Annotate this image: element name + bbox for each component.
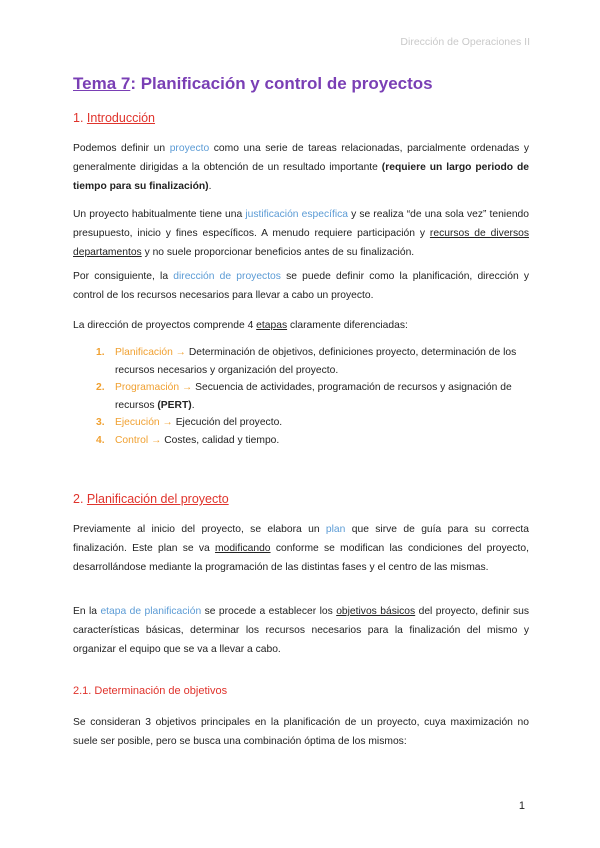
text-run: claramente diferenciadas: bbox=[287, 320, 408, 331]
text-run: Por consiguiente, la bbox=[73, 271, 174, 282]
subsection-2-1-heading: 2.1. Determinación de objetivos bbox=[73, 685, 228, 697]
arrow-icon: → bbox=[179, 382, 196, 393]
stage-name: Ejecución bbox=[115, 417, 160, 428]
underlined-modificando: modificando bbox=[215, 543, 271, 554]
section-1-heading bbox=[73, 111, 155, 125]
section-2-title: Planificación del proyecto bbox=[86, 492, 229, 506]
text-run: Podemos definir un bbox=[73, 143, 170, 154]
text-run: En la bbox=[73, 606, 101, 617]
section-1-title: Introducción bbox=[86, 111, 156, 125]
text-run: y no suele proporcionar beneficios antes de su finalización. bbox=[141, 247, 415, 258]
list-number: 4. bbox=[96, 434, 105, 446]
term-etapa-planificacion: etapa de planificación bbox=[100, 606, 202, 617]
running-header: Dirección de Operaciones II bbox=[400, 36, 530, 48]
text-run: que sirve de guía para su correcta finalización. Este plan se va bbox=[73, 524, 529, 554]
text-run: La dirección de proyectos comprende 4 bbox=[73, 320, 257, 331]
intro-paragraph-3 bbox=[73, 267, 529, 305]
list-number: 1. bbox=[96, 347, 105, 358]
intro-paragraph-2 bbox=[73, 205, 529, 262]
stage-description: Determinación de objetivos, definiciones proyecto, determinación de los recursos necesarios y organización del proyecto. bbox=[115, 347, 517, 376]
title-tema: Tema 7 bbox=[73, 74, 131, 93]
stages-list bbox=[96, 344, 528, 449]
text-run: se procede a establecer los bbox=[201, 606, 337, 617]
underlined-objetivos: objetivos básicos bbox=[336, 606, 416, 617]
text-run: . bbox=[191, 399, 195, 411]
stage-description: Costes, calidad y tiempo. bbox=[164, 434, 280, 446]
text-run: como una serie de tareas relacionadas, parcialmente ordenadas y generalmente dirigidas a la obtención de un resultado importante bbox=[73, 143, 529, 173]
underlined-recursos: recursos de diversos departamentos bbox=[73, 228, 529, 258]
list-item bbox=[96, 379, 528, 414]
stage-description: Ejecución del proyecto. bbox=[175, 417, 283, 428]
text-run: y se realiza “de una sola vez” teniendo presupuesto, inicio y fines específicos. A menudo requiere participación y bbox=[73, 209, 530, 239]
list-item bbox=[96, 414, 528, 432]
page-number: 1 bbox=[518, 800, 525, 812]
intro-paragraph-1 bbox=[73, 139, 529, 196]
list-number: 2. bbox=[96, 382, 105, 393]
text-run: conforme se modifican las condiciones del proyecto, desarrollándose mediante la programación de las distintas fases y el centro de las mismas. bbox=[73, 543, 529, 573]
section-2-number: 2. bbox=[73, 492, 87, 506]
section-1-number: 1. bbox=[73, 111, 87, 125]
arrow-icon: → bbox=[148, 434, 165, 446]
intro-paragraph-4 bbox=[73, 316, 529, 335]
arrow-icon: → bbox=[159, 417, 176, 428]
list-item bbox=[96, 344, 528, 379]
stage-name: Programación bbox=[115, 382, 180, 393]
title-separator: : bbox=[130, 74, 136, 93]
stage-name: Planificación bbox=[115, 347, 173, 358]
text-run: del proyecto, definir sus características básicas, determinar los recursos necesarios para la finalización del mismo y organizar el equipo que se va a llevar a cabo. bbox=[73, 606, 530, 655]
objectives-paragraph: Se consideran 3 objetivos principales en la planificación de un proyecto, cuya maximización no suele ser posible, pero se busca una combinación óptima de los mismos: bbox=[73, 717, 529, 747]
list-item bbox=[96, 432, 528, 450]
title-text: Planificación y control de proyectos bbox=[136, 74, 433, 93]
text-run: . bbox=[208, 181, 212, 192]
planning-paragraph-2 bbox=[73, 602, 529, 659]
term-plan: plan bbox=[325, 524, 346, 535]
stage-description: Secuencia de actividades, programación de recursos y asignación de recursos bbox=[115, 382, 512, 411]
arrow-icon: → bbox=[172, 347, 189, 358]
underlined-etapas: etapas bbox=[256, 320, 288, 331]
bold-note: (requiere un largo periodo de tiempo para su finalización) bbox=[73, 162, 530, 192]
text-run: Previamente al inicio del proyecto, se elabora un bbox=[73, 524, 326, 535]
text-run: Un proyecto habitualmente tiene una bbox=[73, 209, 246, 220]
term-justificacion: justificación específica bbox=[245, 209, 348, 220]
text-run: se puede definir como la planificación, dirección y control de los recursos necesarios para llevar a cabo un proyecto. bbox=[73, 271, 529, 301]
term-proyecto: proyecto bbox=[169, 143, 210, 154]
term-direccion: dirección de proyectos bbox=[173, 271, 281, 282]
planning-paragraph-1 bbox=[73, 520, 529, 577]
bold-note: (PERT) bbox=[157, 399, 192, 411]
stage-name: Control bbox=[115, 434, 149, 446]
section-2-heading bbox=[73, 492, 229, 506]
page-title bbox=[73, 74, 433, 94]
list-number: 3. bbox=[96, 417, 105, 428]
